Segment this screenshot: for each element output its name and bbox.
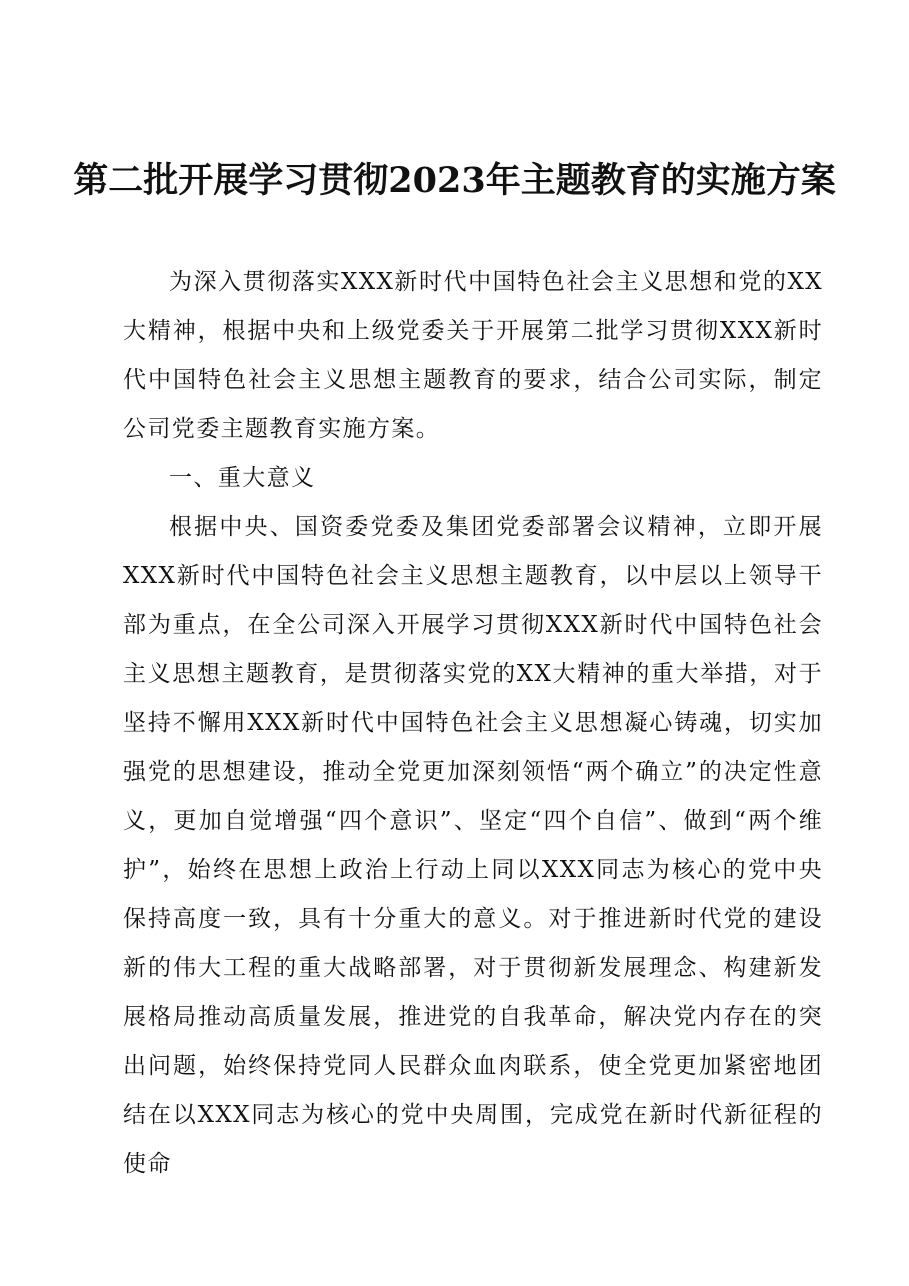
document-body (123, 258, 823, 1189)
section-heading: 一、重大意义 (169, 465, 316, 491)
intro-paragraph: 为深入贯彻落实XXX新时代中国特色社会主义思想和党的XX大精神，根据中央和上级党委关于开展第二批学习贯彻XXX新时代中国特色社会主义思想主题教育的要求，结合公司实际，制定公司党委主题教育实施方案。 (123, 269, 823, 442)
document-title: 第二批开展学习贯彻2023年主题教育的实施方案 (73, 160, 836, 201)
section-paragraph: 根据中央、国资委党委及集团党委部署会议精神，立即开展XXX新时代中国特色社会主义思想主题教育，以中层以上领导干部为重点，在全公司深入开展学习贯彻XXX新时代中国特色社会主义思想主题教育，是贯彻落实党的XX大精神的重大举措，对于坚持不懈用XXX新时代中国特色社会主义思想凝心铸魂，切实加强党的思想建设，推动全党更加深刻领悟“两个确立”的决定性意义，更加自觉增强“四个意识”、坚定“四个自信”、做到“两个维护”，始终在思想上政治上行动上同以XXX同志为核心的党中央保持高度一致，具有十分重大的意义。对于推进新时代党的建设新的伟大工程的重大战略部署，对于贯彻新发展理念、构建新发展格局推动高质量发展，推进党的自我革命，解决党内存在的突出问题，始终保持党同人民群众血肉联系，使全党更加紧密地团结在以XXX同志为核心的党中央周围，完成党在新时代新征程的使命 (123, 514, 823, 1177)
